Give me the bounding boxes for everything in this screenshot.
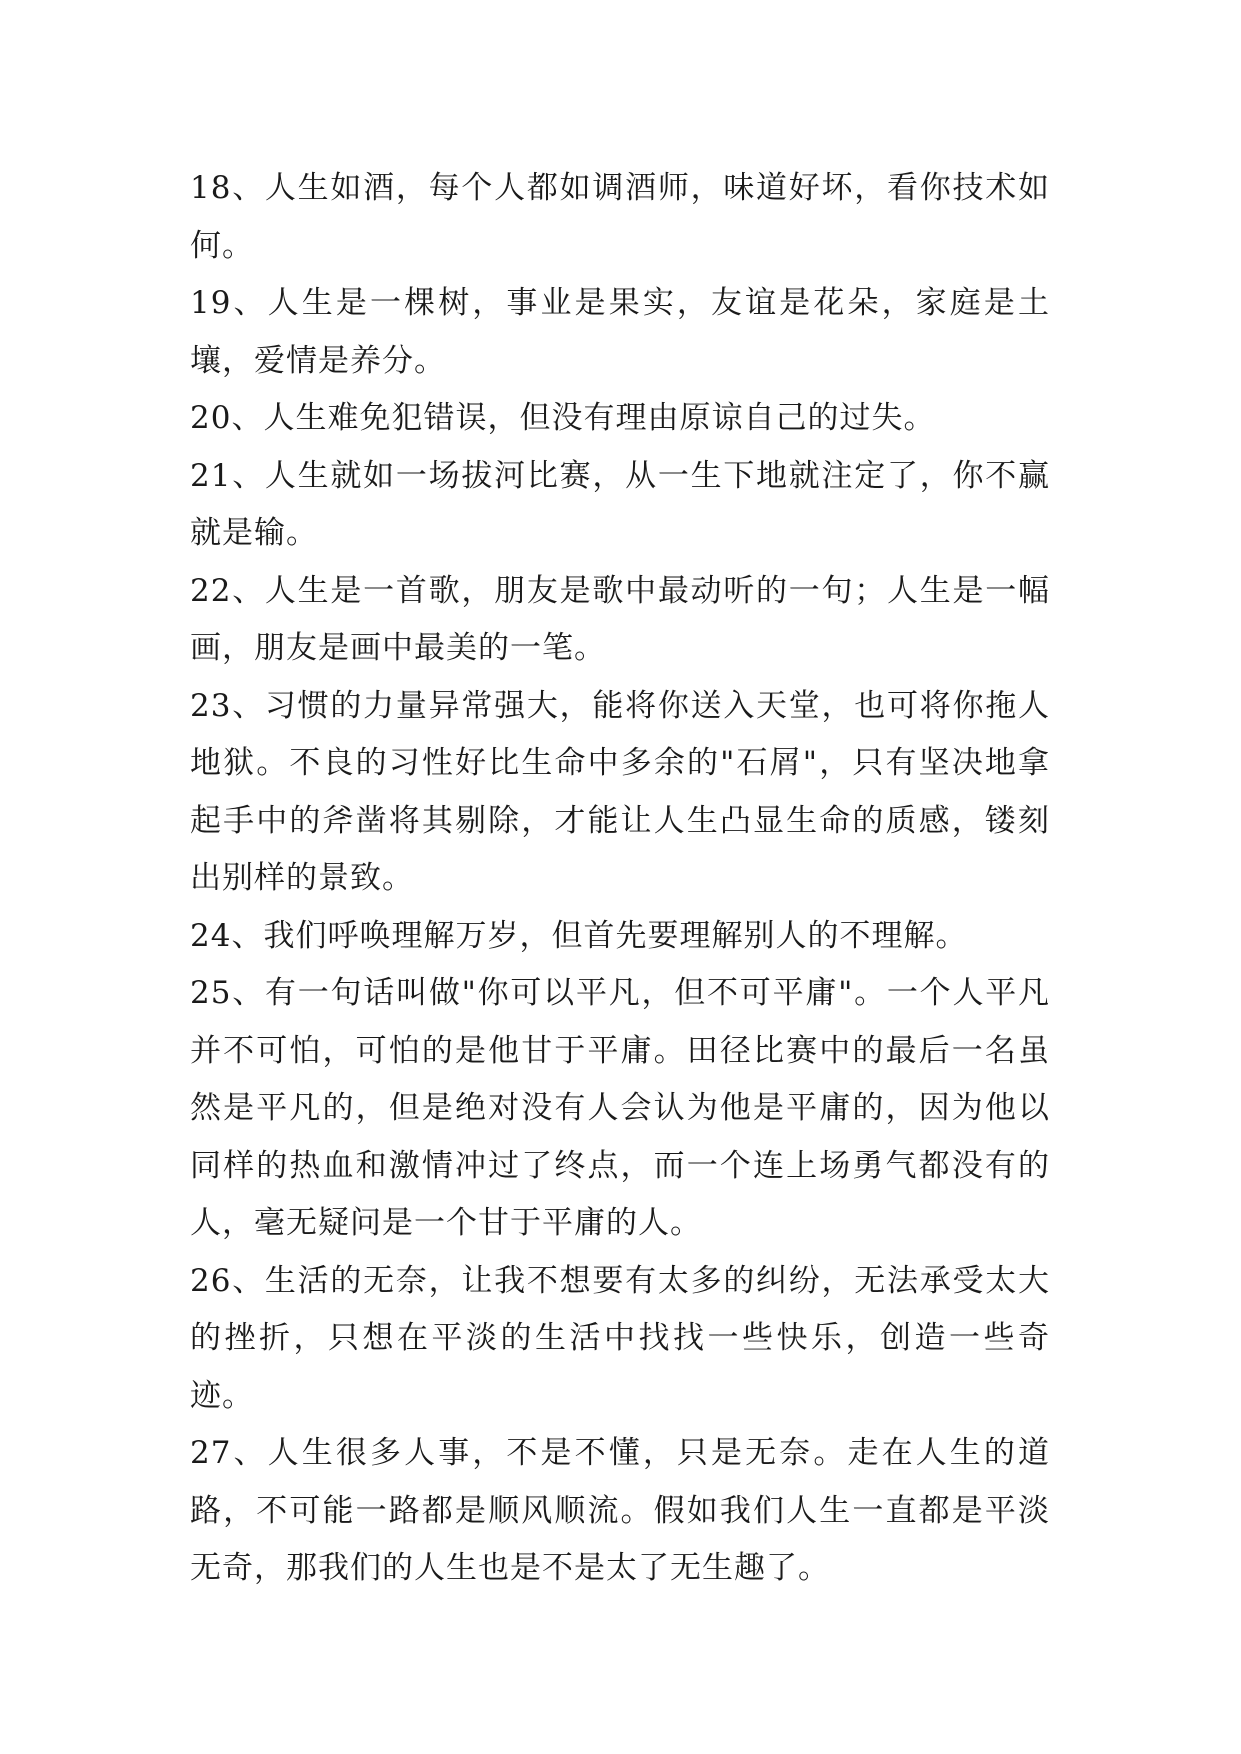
paragraph-23: 23、习惯的力量异常强大，能将你送入天堂，也可将你拖人地狱。不良的习性好比生命中多余的"石屑"，只有坚决地拿起手中的斧凿将其剔除，才能让人生凸显生命的质感，镂刻出别样的景致。: [190, 687, 1050, 896]
paragraph-20: 20、人生难免犯错误，但没有理由原谅自己的过失。: [190, 400, 936, 436]
paragraph-26: 26、生活的无奈，让我不想要有太多的纠纷，无法承受太大的挫折，只想在平淡的生活中找找一些快乐，创造一些奇迹。: [190, 1262, 1050, 1414]
paragraph-18: 18、人生如酒，每个人都如调酒师，味道好坏，看你技术如何。: [190, 170, 1050, 264]
paragraph-19: 19、人生是一棵树，事业是果实，友谊是花朵，家庭是土壤，爱情是养分。: [190, 285, 1050, 379]
paragraph-27: 27、人生很多人事，不是不懂，只是无奈。走在人生的道路，不可能一路都是顺风顺流。假如我们人生一直都是平淡无奇，那我们的人生也是不是太了无生趣了。: [190, 1435, 1050, 1586]
paragraph-25: 25、有一句话叫做"你可以平凡，但不可平庸"。一个人平凡并不可怕，可怕的是他甘于平庸。田径比赛中的最后一名虽然是平凡的，但是绝对没有人会认为他是平庸的，因为他以同样的热血和激情冲过了终点，而一个连上场勇气都没有的人，毫无疑问是一个甘于平庸的人。: [190, 975, 1050, 1241]
paragraph-21: 21、人生就如一场拔河比赛，从一生下地就注定了，你不赢就是输。: [190, 457, 1050, 551]
paragraph-22: 22、人生是一首歌，朋友是歌中最动听的一句；人生是一幅画，朋友是画中最美的一笔。: [190, 572, 1050, 666]
document-body: [190, 160, 1050, 1598]
paragraph-24: 24、我们呼唤理解万岁，但首先要理解别人的不理解。: [190, 917, 968, 954]
